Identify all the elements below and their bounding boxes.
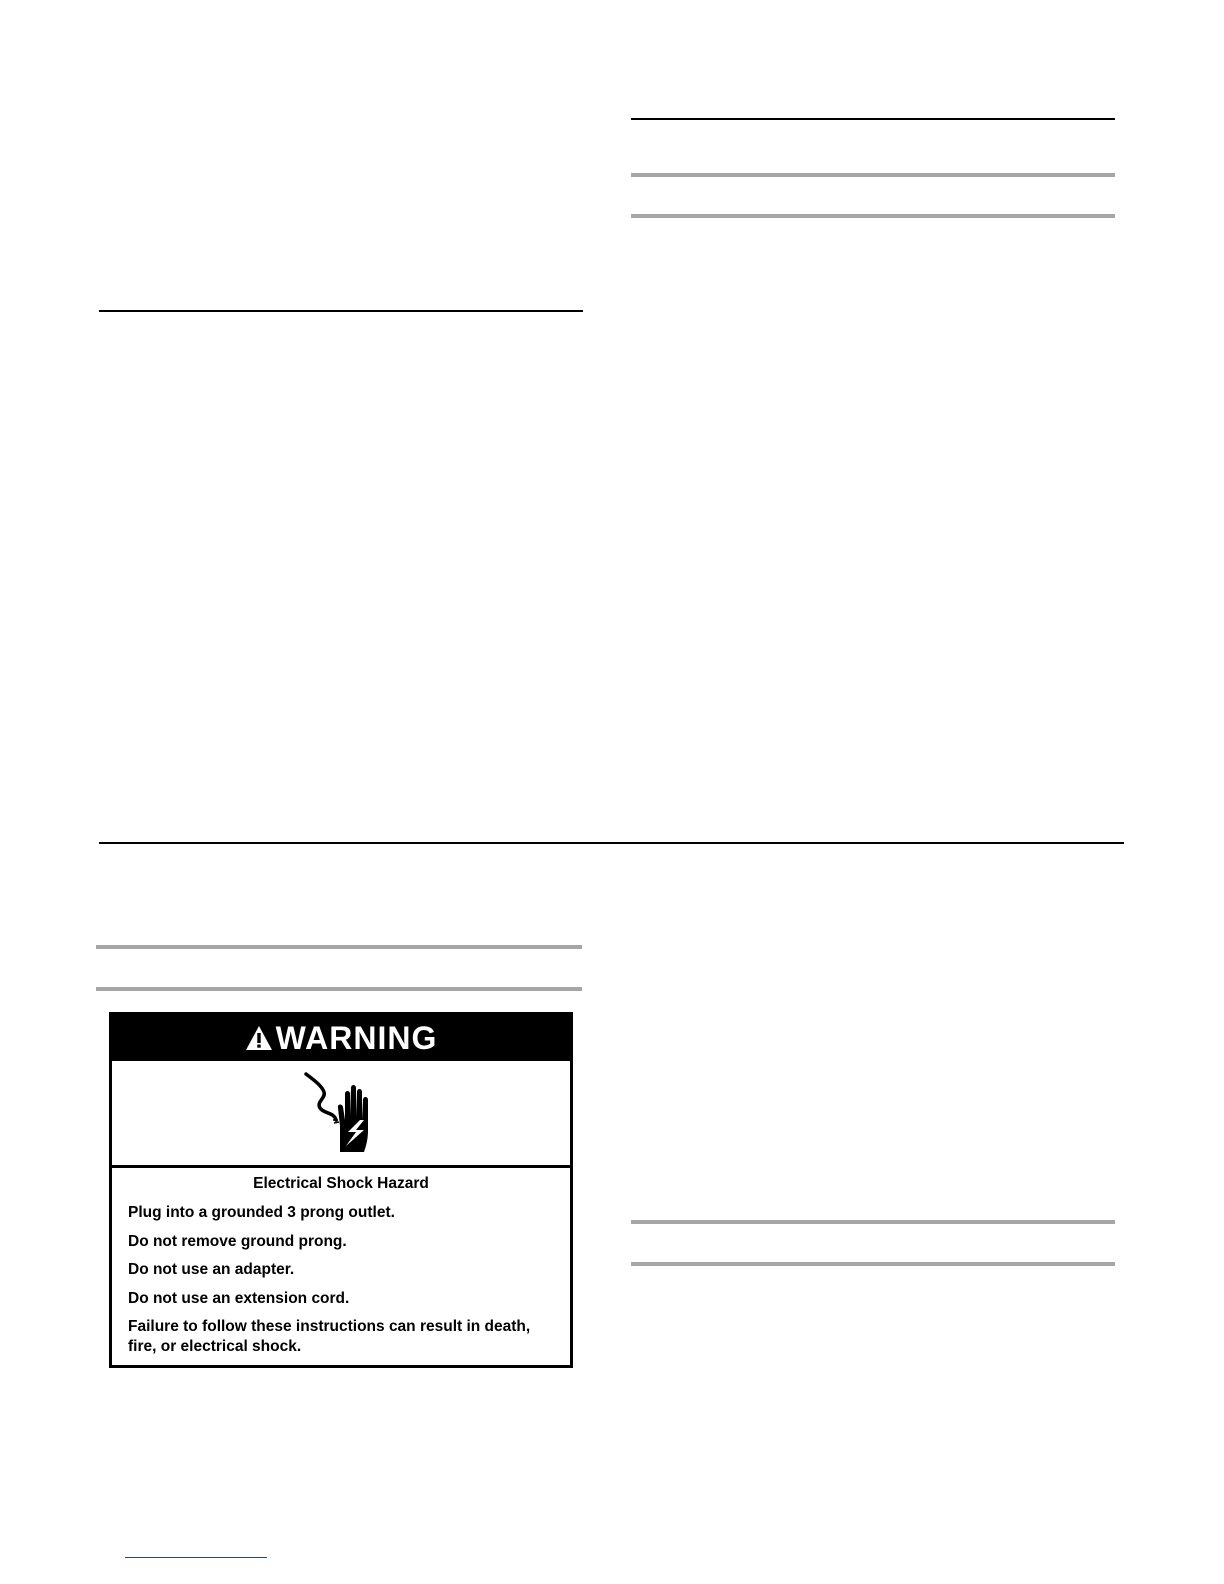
instruction-failure-consequence: Failure to follow these instructions can result in death, fire, or electrical shock. <box>128 1318 531 1355</box>
subsection-rule-bottom <box>96 987 582 991</box>
subsection-rule-top <box>631 1220 1115 1224</box>
electrical-warning-box <box>109 1012 573 1368</box>
electrical-shock-hand-icon <box>296 1068 386 1158</box>
section-rule <box>631 118 1115 120</box>
warning-header-label: WARNING <box>275 1019 438 1056</box>
instruction-no-extension-cord: Do not use an extension cord. <box>128 1289 350 1307</box>
section-rule <box>99 310 583 312</box>
subsection-rule-top <box>631 173 1115 177</box>
warning-pictogram <box>112 1061 570 1168</box>
warning-header <box>112 1015 570 1061</box>
full-width-section-rule <box>99 842 1124 844</box>
instruction-ground-prong: Do not remove ground prong. <box>128 1232 347 1250</box>
subsection-rule-bottom <box>631 214 1115 218</box>
subsection-rule-bottom <box>631 1262 1115 1266</box>
footer-link-underline[interactable] <box>125 1557 267 1558</box>
instruction-grounded-outlet: Plug into a grounded 3 prong outlet. <box>128 1204 395 1221</box>
hazard-title: Electrical Shock Hazard <box>253 1175 429 1192</box>
subsection-rule-top <box>96 945 582 949</box>
instruction-no-adapter: Do not use an adapter. <box>128 1261 295 1278</box>
warning-body <box>112 1168 570 1357</box>
warning-triangle-icon <box>245 1025 273 1051</box>
